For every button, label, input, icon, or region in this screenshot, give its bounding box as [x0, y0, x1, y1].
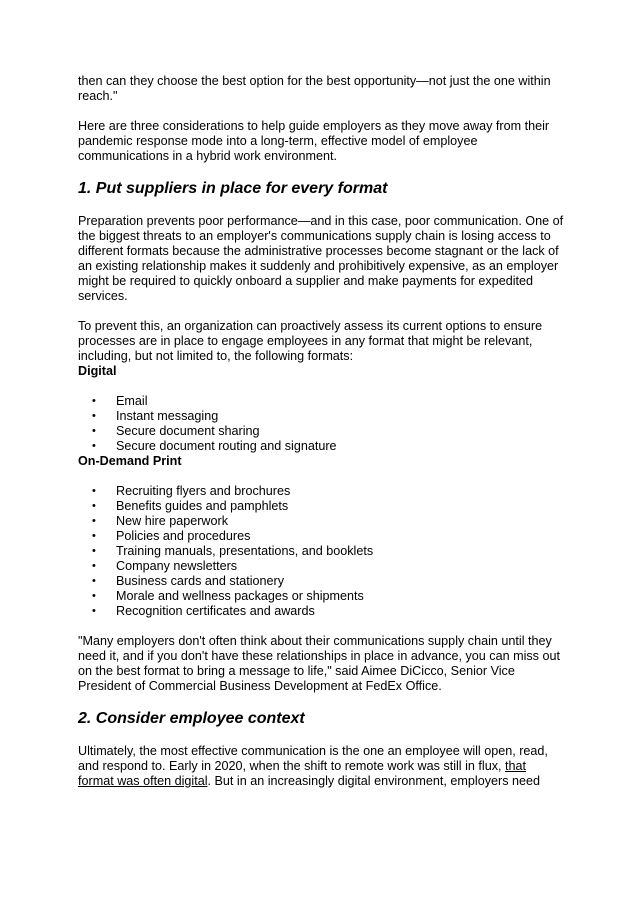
format-digital-link[interactable]: that format was often digital: [78, 759, 527, 788]
list-item: [78, 559, 564, 574]
bullet-icon: •: [92, 395, 96, 407]
list-item: [78, 604, 564, 619]
list-item-text: Business cards and stationery: [116, 574, 285, 588]
document-page: [78, 74, 564, 789]
intro-paragraph: Here are three considerations to help guide employers as they move away from their pandemic response mode into a long-term, effective model of employee communications in a hybrid work environment.: [78, 119, 550, 163]
list-item-text: New hire paperwork: [116, 514, 228, 528]
list-item: [78, 589, 564, 604]
bullet-icon: •: [92, 590, 96, 602]
list-item: [78, 544, 564, 559]
bullet-icon: •: [92, 605, 96, 617]
list-item-text: Instant messaging: [116, 409, 219, 423]
list-item: [78, 514, 564, 529]
list-item: [78, 394, 564, 409]
print-formats-list: [78, 484, 564, 619]
section-2-text-after-link: . But in an increasingly digital environment, employers need: [207, 774, 541, 788]
section-2-text-before-link: Ultimately, the most effective communication is the one an employee will open, read, and respond to. Early in 2020, when the shift to remote work was still in flux,: [78, 744, 548, 773]
digital-subheading: Digital: [78, 364, 117, 378]
bullet-icon: •: [92, 500, 96, 512]
bullet-icon: •: [92, 560, 96, 572]
section-2-heading: 2. Consider employee context: [78, 710, 305, 727]
bullet-icon: •: [92, 530, 96, 542]
list-item: [78, 424, 564, 439]
section-1-paragraph-2: To prevent this, an organization can proactively assess its current options to ensure processes are in place to engage employees in any format that might be relevant, including, but not limited to, the following formats:: [78, 319, 543, 363]
section-2-paragraph: [78, 744, 564, 789]
bullet-icon: •: [92, 410, 96, 422]
list-item-text: Benefits guides and pamphlets: [116, 499, 289, 513]
list-item: [78, 574, 564, 589]
quote-paragraph: "Many employers don't often think about their communications supply chain until they need it, and if you don't have these relationships in place in advance, you can miss out on the best format to bring a message to life," said Aimee DiCicco, Senior Vice President of Commercial Business Development at FedEx Office.: [78, 634, 560, 693]
list-item: [78, 409, 564, 424]
section-1-paragraph-1: Preparation prevents poor performance—and in this case, poor communication. One of the biggest threats to an employer's communications supply chain is losing access to different formats because the administrative processes become stagnant or the lack of an existing relationship makes it suddenly and prohibitively expensive, as an employer might be required to quickly onboard a supplier and make payments for expedited services.: [78, 214, 564, 303]
on-demand-print-subheading: On-Demand Print: [78, 454, 182, 468]
bullet-icon: •: [92, 545, 96, 557]
bullet-icon: •: [92, 575, 96, 587]
list-item-text: Secure document sharing: [116, 424, 260, 438]
list-item: [78, 484, 564, 499]
list-item-text: Training manuals, presentations, and booklets: [116, 544, 374, 558]
digital-formats-list: [78, 394, 564, 454]
list-item-text: Recruiting flyers and brochures: [116, 484, 291, 498]
bullet-icon: •: [92, 425, 96, 437]
bullet-icon: •: [92, 515, 96, 527]
list-item-text: Email: [116, 394, 148, 408]
bullet-icon: •: [92, 485, 96, 497]
list-item: [78, 439, 564, 454]
intro-tail-paragraph: then can they choose the best option for the best opportunity—not just the one within reach.": [78, 74, 551, 103]
list-item-text: Recognition certificates and awards: [116, 604, 315, 618]
bullet-icon: •: [92, 440, 96, 452]
list-item-text: Policies and procedures: [116, 529, 251, 543]
list-item: [78, 529, 564, 544]
list-item-text: Morale and wellness packages or shipments: [116, 589, 364, 603]
list-item-text: Secure document routing and signature: [116, 439, 337, 453]
list-item: [78, 499, 564, 514]
list-item-text: Company newsletters: [116, 559, 238, 573]
section-1-heading: 1. Put suppliers in place for every format: [78, 180, 388, 197]
